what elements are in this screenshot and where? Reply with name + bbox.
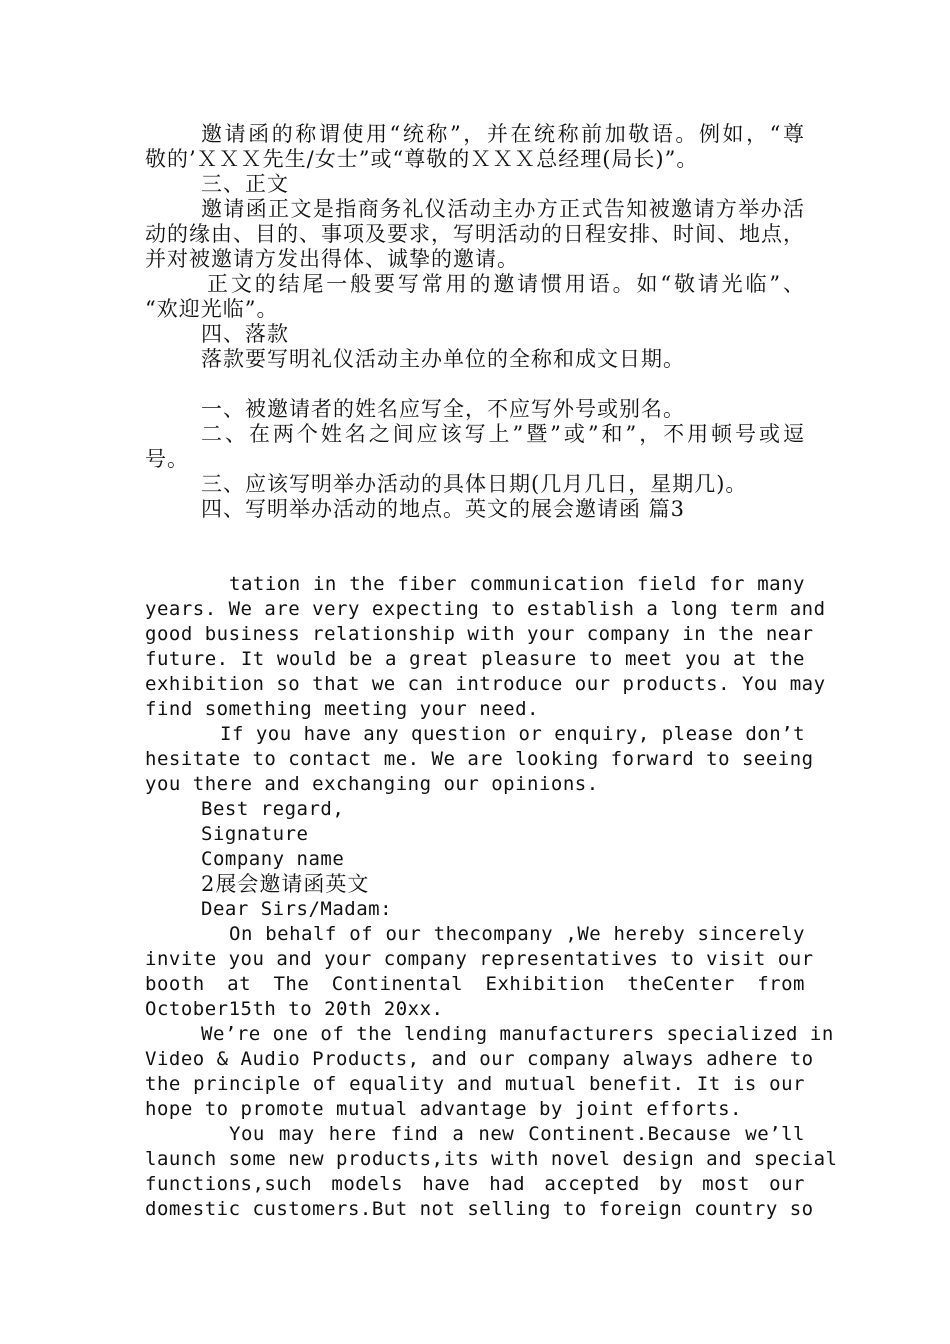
list-item: 一、被邀请者的姓名应写全，不应写外号或别名。 <box>201 397 685 421</box>
section-heading: 2展会邀请函英文 <box>201 872 370 896</box>
paragraph-line: booth at The Continental Exhibition theCenter from <box>145 973 805 995</box>
paragraph-line: years. We are very expecting to establish a long term and <box>145 598 826 620</box>
paragraph-line: exhibition so that we can introduce our products. You may <box>145 673 826 695</box>
list-item: 三、应该写明举办活动的具体日期(几月几日，星期几)。 <box>201 472 748 496</box>
paragraph-gap <box>145 372 805 397</box>
list-item: 二、在两个姓名之间应该写上”暨”或”和”，不用顿号或逗 <box>201 422 805 446</box>
paragraph-line: 邀请函的称谓使用“统称”，并在统称前加敬语。例如，“尊 <box>201 122 805 146</box>
paragraph-line: you there and exchanging our opinions. <box>145 773 599 795</box>
company-name-line: Company name <box>201 848 345 870</box>
section-heading: 四、落款 <box>201 322 289 346</box>
paragraph-line: 邀请函正文是指商务礼仪活动主办方正式告知被邀请方举办活 <box>201 197 805 221</box>
paragraph-line: invite you and your company representatives to visit our <box>145 948 814 970</box>
closing-line: Best regard, <box>201 798 345 820</box>
paragraph-line: 并对被邀请方发出得体、诚挚的邀请。 <box>145 247 519 271</box>
paragraph-line: On behalf of our thecompany ,We hereby sincerely <box>229 923 805 945</box>
paragraph-line: tation in the fiber communication field for many <box>229 573 805 595</box>
paragraph-line: future. It would be a great pleasure to meet you at the <box>145 648 805 670</box>
list-item: 四、写明举办活动的地点。英文的展会邀请函 篇3 <box>201 497 686 521</box>
paragraph-line: launch some new products,its with novel design and special <box>145 1148 838 1170</box>
paragraph-line: good business relationship with your company in the near <box>145 623 814 645</box>
section-gap <box>145 522 805 572</box>
paragraph-line: hesitate to contact me. We are looking forward to seeing <box>145 748 814 770</box>
salutation-line: Dear Sirs/Madam: <box>201 898 393 920</box>
paragraph-line: 正文的结尾一般要写常用的邀请惯用语。如“敬请光临”、 <box>207 272 805 296</box>
paragraph-line: hope to promote mutual advantage by joint efforts. <box>145 1098 742 1120</box>
paragraph-line: You may here find a new Continent.Because we’ll <box>229 1123 805 1145</box>
paragraph-line: If you have any question or enquiry, please don’t <box>220 723 806 745</box>
signature-line: Signature <box>201 823 309 845</box>
paragraph-line: “欢迎光临”。 <box>145 297 279 321</box>
paragraph-line: 动的缘由、目的、事项及要求，写明活动的日程安排、时间、地点， <box>145 222 805 246</box>
paragraph-line: 落款要写明礼仪活动主办单位的全称和成文日期。 <box>201 347 685 371</box>
paragraph-line: October15th to 20th 20xx. <box>145 998 444 1020</box>
list-item-continuation: 号。 <box>145 447 189 471</box>
paragraph-line: functions,such models have had accepted by most our <box>145 1173 805 1195</box>
paragraph-line: domestic customers.But not selling to foreign country so <box>145 1198 814 1220</box>
paragraph-line: Video & Audio Products, and our company always adhere to <box>145 1048 814 1070</box>
document-body <box>145 122 838 1222</box>
paragraph-line: 敬的’ＸＸＸ先生/女士”或“尊敬的ＸＸＸ总经理(局长)”。 <box>145 147 699 171</box>
paragraph-line: find something meeting your need. <box>145 698 539 720</box>
paragraph-line: the principle of equality and mutual benefit. It is our <box>145 1073 805 1095</box>
section-heading: 三、正文 <box>201 172 289 196</box>
paragraph-line: We’re one of the lending manufacturers specialized in <box>201 1023 834 1045</box>
